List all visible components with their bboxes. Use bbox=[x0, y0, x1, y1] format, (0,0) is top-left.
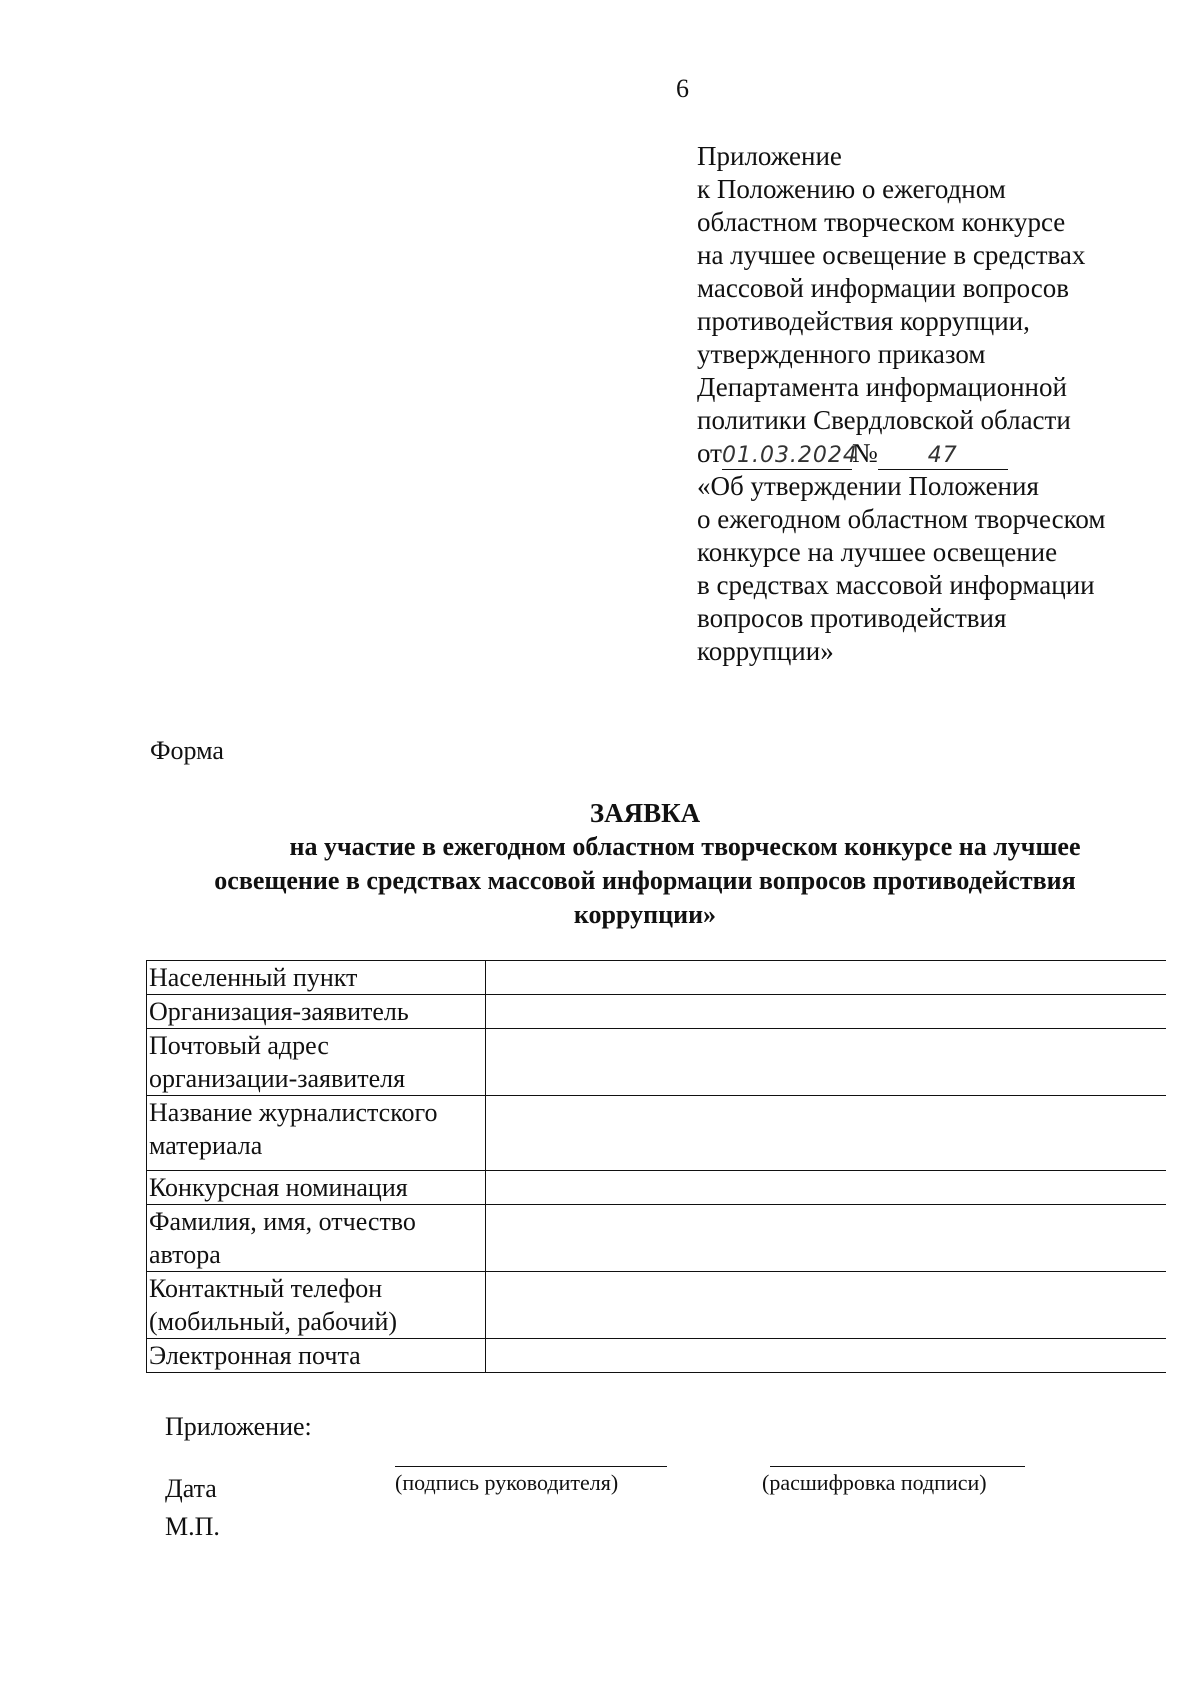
row-value-field[interactable] bbox=[486, 961, 1167, 995]
appendix-block bbox=[697, 140, 1167, 668]
form-label: Форма bbox=[150, 736, 224, 765]
handwritten-number: 47 bbox=[878, 443, 1008, 470]
title-main: ЗАЯВКА bbox=[589, 798, 701, 828]
table-row bbox=[147, 1096, 1167, 1171]
handwritten-date: 01.03.2024 bbox=[721, 443, 858, 468]
row-value-field[interactable] bbox=[486, 1096, 1167, 1171]
row-value-field[interactable] bbox=[486, 1339, 1167, 1373]
decoding-caption: (расшифровка подписи) bbox=[762, 1470, 987, 1495]
appendix-line: противодействия коррупции, bbox=[697, 306, 1030, 336]
stamp-label: М.П. bbox=[165, 1512, 220, 1541]
title-line: на участие в ежегодном областном творческом конкурсе на лучшее bbox=[289, 832, 1081, 861]
appendix-line: массовой информации вопросов bbox=[697, 273, 1070, 303]
row-label: Контактный телефон (мобильный, рабочий) bbox=[147, 1272, 486, 1339]
order-title-line: коррупции» bbox=[697, 636, 834, 666]
table-row bbox=[147, 995, 1167, 1029]
application-form-table bbox=[146, 960, 1166, 1373]
attachment-label: Приложение: bbox=[165, 1412, 312, 1441]
row-value-field[interactable] bbox=[486, 1272, 1167, 1339]
appendix-line: Приложение bbox=[697, 141, 842, 171]
number-sign: № bbox=[851, 438, 878, 468]
appendix-line: Департамента информационной bbox=[697, 372, 1067, 402]
row-value-field[interactable] bbox=[486, 1205, 1167, 1272]
order-title-line: в средствах массовой информации bbox=[697, 570, 1095, 600]
row-label: Название журналистского материала bbox=[147, 1096, 486, 1171]
order-title-line: «Об утверждении Положения bbox=[697, 471, 1039, 501]
table-row bbox=[147, 1339, 1167, 1373]
row-value-field[interactable] bbox=[486, 1171, 1167, 1205]
order-title-line: о ежегодном областном творческом bbox=[697, 504, 1106, 534]
row-label: Электронная почта bbox=[147, 1339, 486, 1373]
signature-line bbox=[395, 1466, 667, 1467]
appendix-line: областном творческом конкурсе bbox=[697, 207, 1066, 237]
order-title-line: конкурсе на лучшее освещение bbox=[697, 537, 1058, 567]
application-title bbox=[150, 796, 1140, 932]
table-row bbox=[147, 1205, 1167, 1272]
table-row bbox=[147, 1029, 1167, 1096]
row-label: Организация-заявитель bbox=[147, 995, 486, 1029]
page-number: 6 bbox=[676, 74, 689, 103]
row-label: Почтовый адрес организации-заявителя bbox=[147, 1029, 486, 1096]
appendix-line: утвержденного приказом bbox=[697, 339, 986, 369]
table-row bbox=[147, 1171, 1167, 1205]
date-prefix: от bbox=[697, 438, 722, 468]
row-label: Фамилия, имя, отчество автора bbox=[147, 1205, 486, 1272]
appendix-line: политики Свердловской области bbox=[697, 405, 1071, 435]
row-value-field[interactable] bbox=[486, 1029, 1167, 1096]
order-date-number-line bbox=[697, 437, 1167, 470]
appendix-line: на лучшее освещение в средствах bbox=[697, 240, 1086, 270]
date-label: Дата bbox=[165, 1474, 217, 1503]
title-line: освещение в средствах массовой информации вопросов противодействия bbox=[214, 866, 1076, 895]
signature-caption: (подпись руководителя) bbox=[395, 1470, 619, 1495]
appendix-line: к Положению о ежегодном bbox=[697, 174, 1006, 204]
table-row bbox=[147, 961, 1167, 995]
row-label: Конкурсная номинация bbox=[147, 1171, 486, 1205]
table-row bbox=[147, 1272, 1167, 1339]
row-label: Населенный пункт bbox=[147, 961, 486, 995]
decoding-line bbox=[770, 1466, 1025, 1467]
row-value-field[interactable] bbox=[486, 995, 1167, 1029]
order-title-line: вопросов противодействия bbox=[697, 603, 1007, 633]
title-line: коррупции» bbox=[573, 900, 717, 929]
